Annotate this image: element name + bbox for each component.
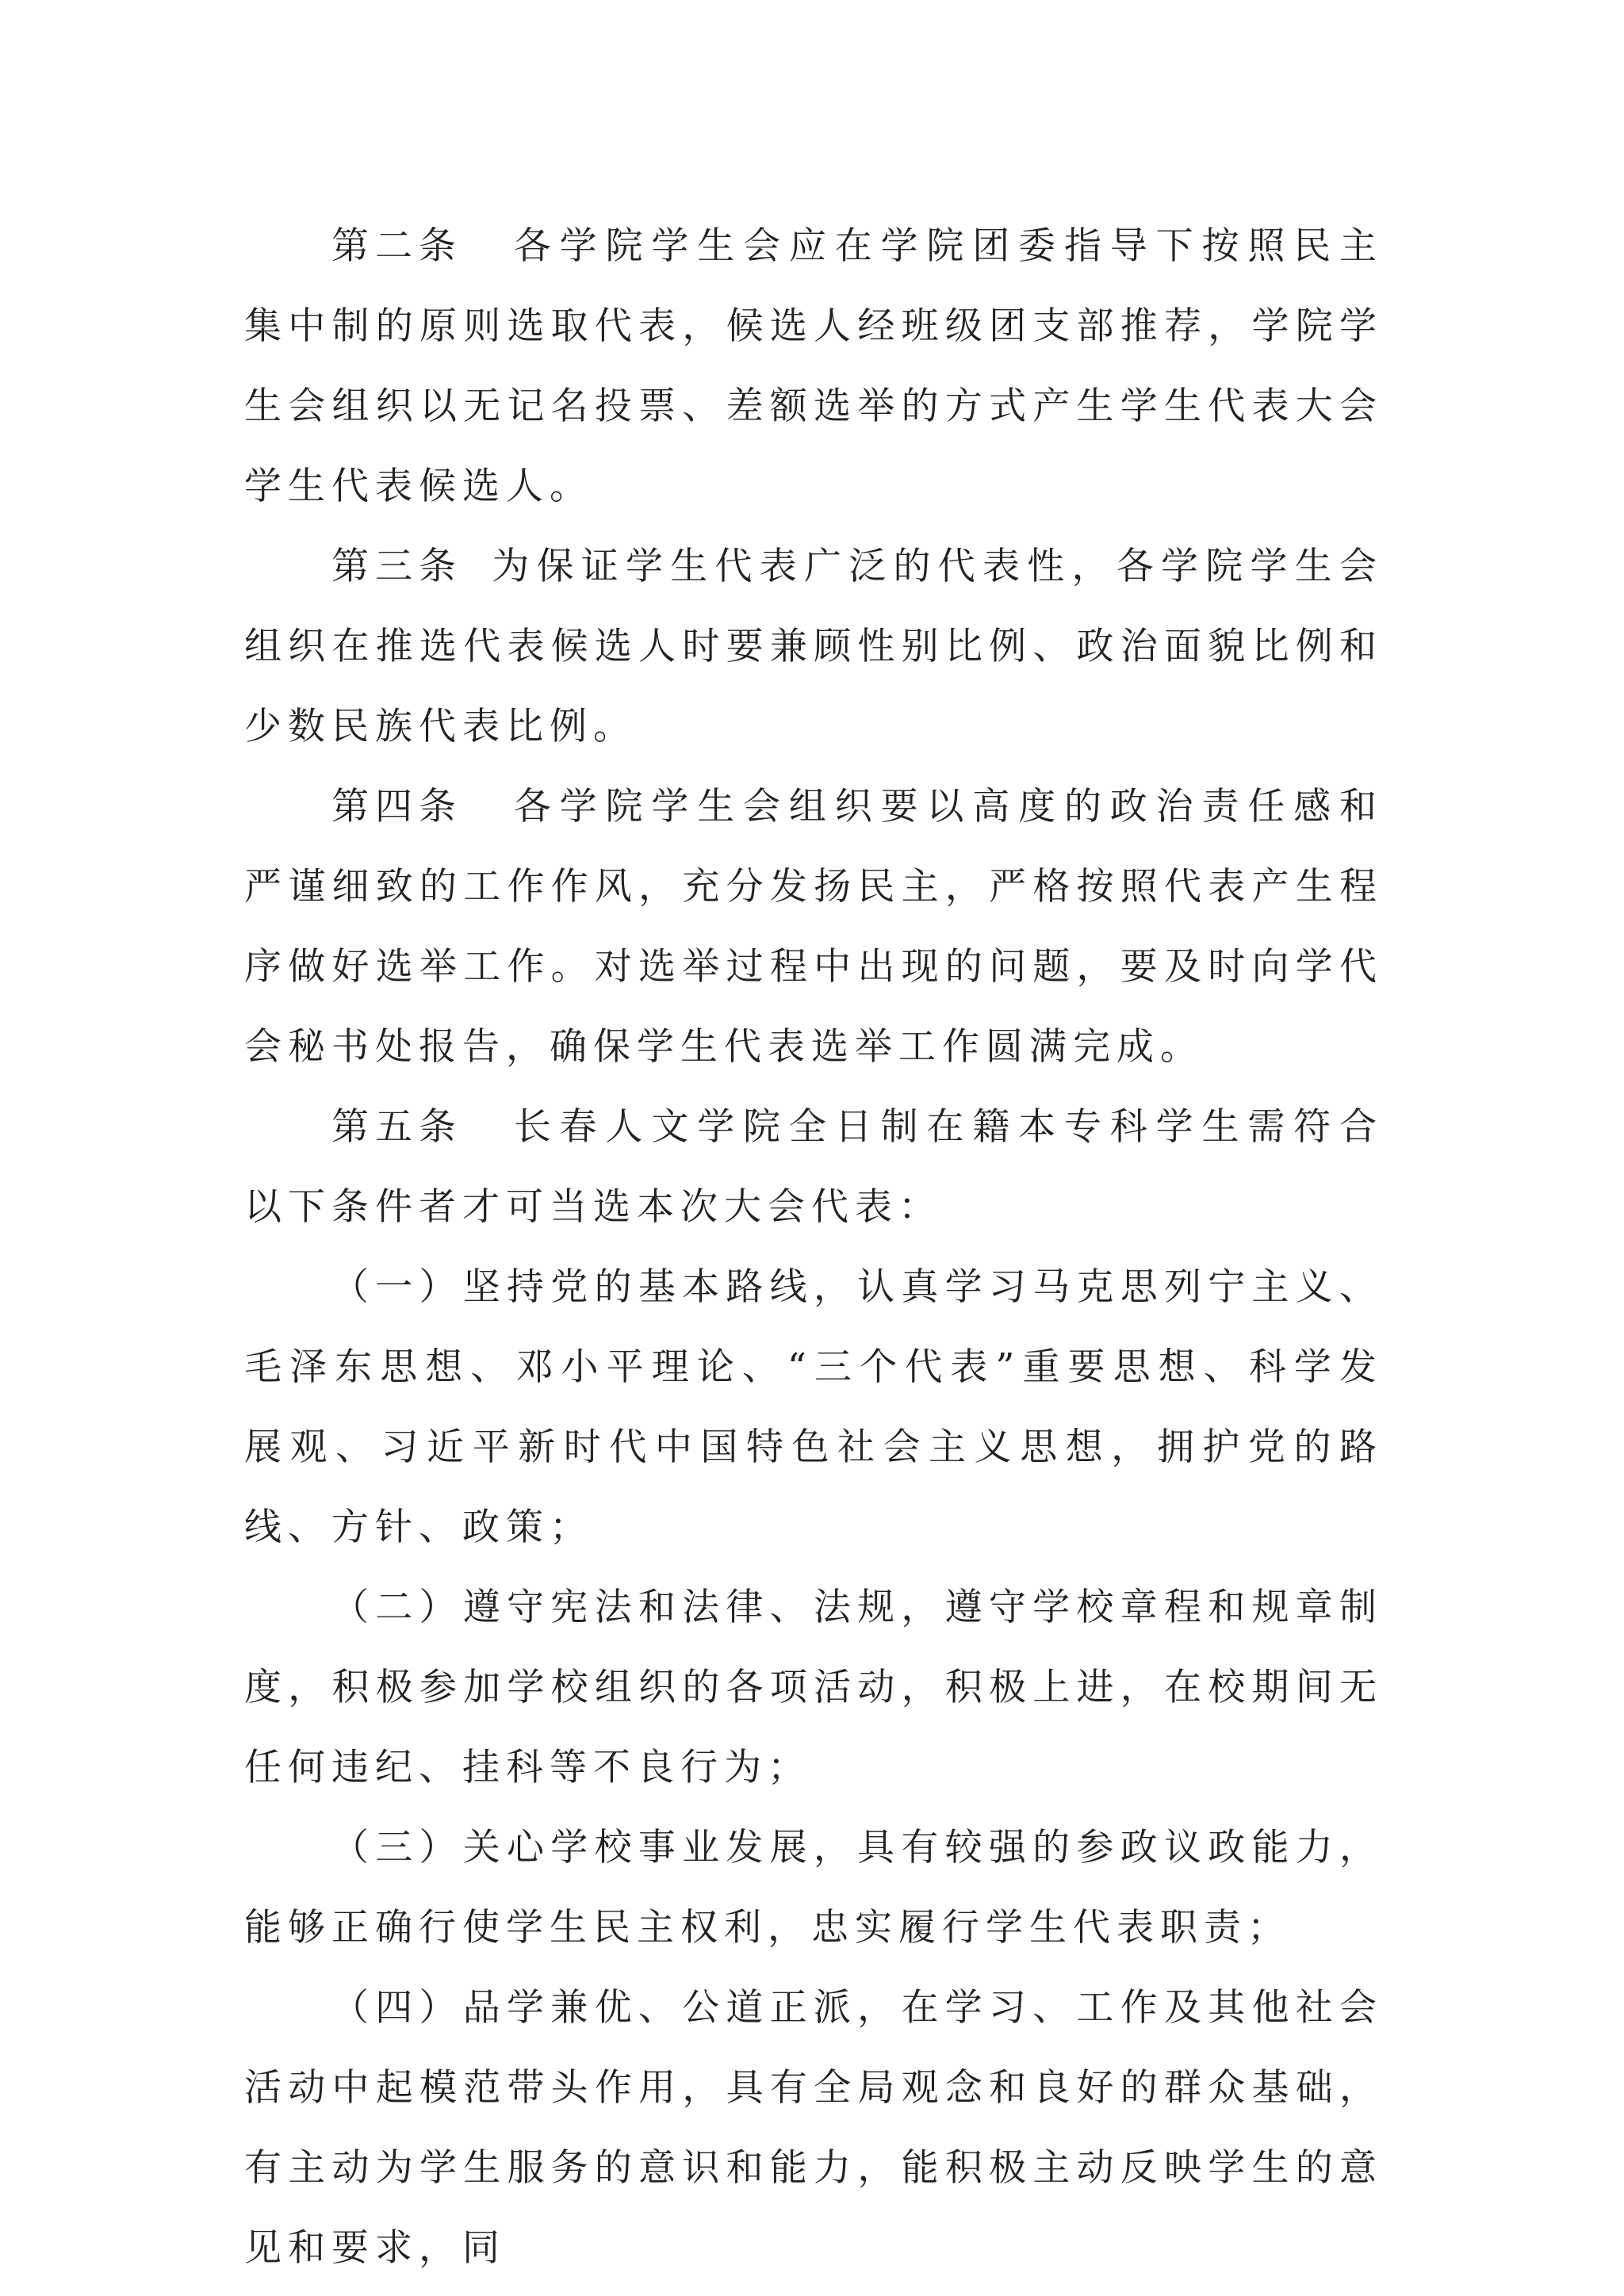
article-2-paragraph [244, 206, 1383, 526]
condition-2: （二）遵守宪法和法律、法规，遵守学校章程和规章制度，积极参加学校组织的各项活动，积极上进，在校期间无任何违纪、挂科等不良行为； [244, 1586, 1383, 1789]
article-4-paragraph [244, 767, 1383, 1087]
condition-3: （三）关心学校事业发展，具有较强的参政议政能力，能够正确行使学生民主权利，忠实履行学生代表职责； [244, 1826, 1383, 1950]
article-5-text: 长春人文学院全日制在籍本专科学生需符合以下条件者才可当选本次大会代表： [244, 1105, 1383, 1229]
article-4-text: 各学院学生会组织要以高度的政治责任感和严谨细致的工作作风，充分发扬民主，严格按照代表产生程序做好选举工作。对选举过程中出现的问题，要及时向学代会秘书处报告，确保学生代表选举工作圆满完成。 [244, 785, 1383, 1069]
article-2-label: 第二条 [331, 224, 462, 268]
article-3-paragraph [244, 526, 1383, 767]
document-body [244, 206, 1383, 2288]
article-5-label: 第五条 [331, 1105, 462, 1149]
article-4-label: 第四条 [331, 785, 462, 828]
article-2-text: 各学院学生会应在学院团委指导下按照民主集中制的原则选取代表，候选人经班级团支部推荐，学院学生会组织以无记名投票、差额选举的方式产生学生代表大会学生代表候选人。 [244, 224, 1383, 508]
condition-1: （一）坚持党的基本路线，认真学习马克思列宁主义、毛泽东思想、邓小平理论、“三个代表”重要思想、科学发展观、习近平新时代中国特色社会主义思想，拥护党的路线、方针、政策； [244, 1265, 1383, 1549]
article-3-text: 为保证学生代表广泛的代表性，各学院学生会组织在推选代表候选人时要兼顾性别比例、政治面貌比例和少数民族代表比例。 [244, 545, 1383, 748]
article-3-label: 第三条 [331, 545, 462, 588]
article-5-paragraph [244, 1087, 1383, 1247]
condition-4: （四）品学兼优、公道正派，在学习、工作及其他社会活动中起模范带头作用，具有全局观念和良好的群众基础，有主动为学生服务的意识和能力，能积极主动反映学生的意见和要求，同 [244, 1986, 1383, 2270]
